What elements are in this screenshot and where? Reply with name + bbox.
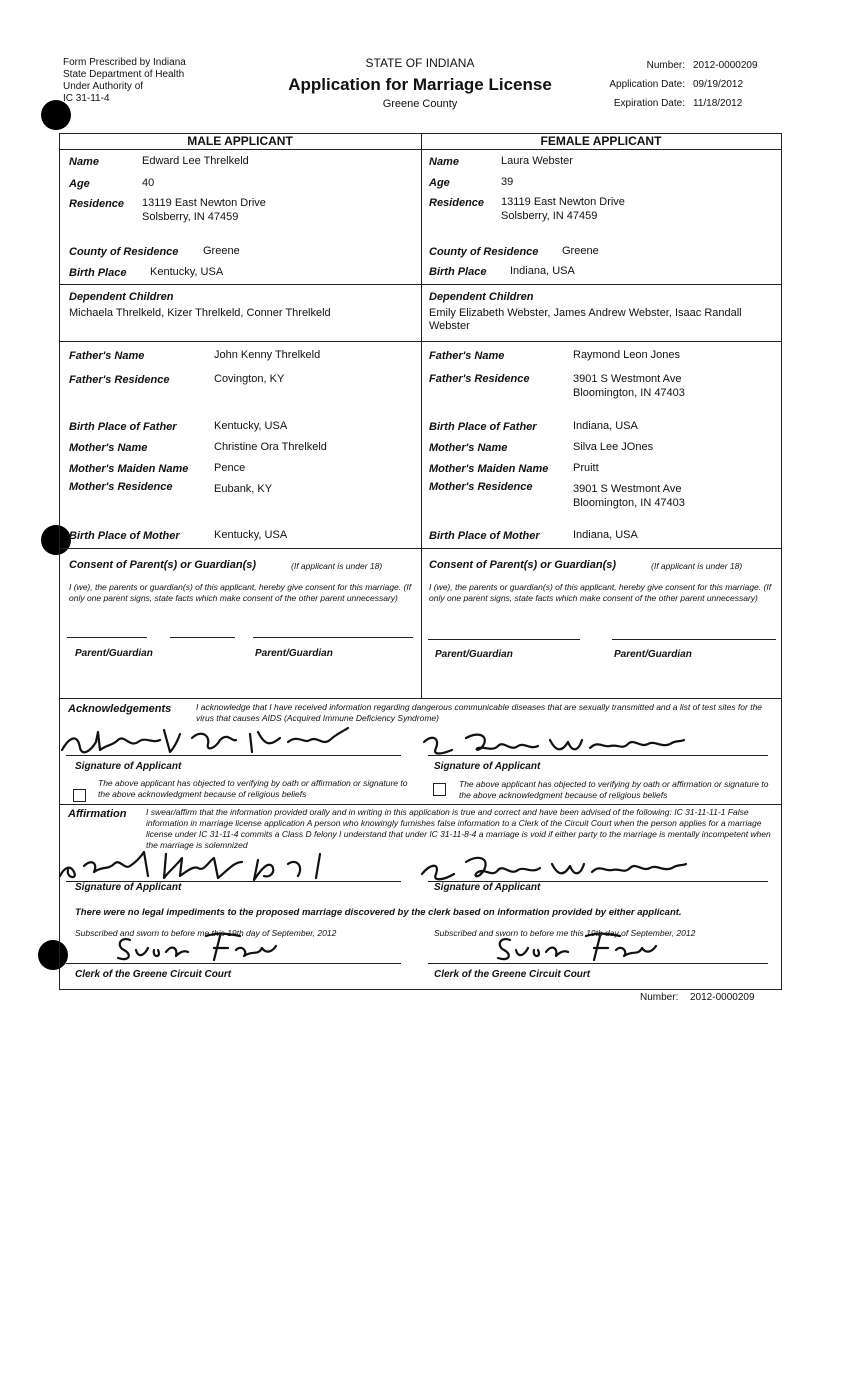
prescribed-line: IC 31-11-4 <box>63 93 110 104</box>
male-parent-guardian-label: Parent/Guardian <box>255 648 333 659</box>
female-mother-name: Silva Lee JOnes <box>573 441 654 453</box>
prescribed-line: State Department of Health <box>63 69 185 80</box>
male-name: Edward Lee Threlkeld <box>142 155 249 167</box>
male-signature-label: Signature of Applicant <box>75 761 182 772</box>
female-birth-father-label: Birth Place of Father <box>429 421 537 433</box>
female-subscribed-text: Subscribed and sworn to before me this 19th day of September, 2012 <box>434 928 696 938</box>
male-consent-note: (If applicant is under 18) <box>291 561 383 571</box>
female-signature-label: Signature of Applicant <box>434 761 541 772</box>
male-residence-line2: Solsberry, IN 47459 <box>142 211 239 223</box>
male-subscribed-text: Subscribed and sworn to before me this 19th day of September, 2012 <box>75 928 337 938</box>
male-consent-heading: Consent of Parent(s) or Guardian(s) <box>69 559 257 571</box>
male-birth-father-label: Birth Place of Father <box>69 421 177 433</box>
female-name: Laura Webster <box>501 155 573 167</box>
female-father-name: Raymond Leon Jones <box>573 349 681 361</box>
female-residence-line2: Solsberry, IN 47459 <box>501 210 598 222</box>
female-birth-mother: Indiana, USA <box>573 529 638 541</box>
prescribed-line: Under Authority of <box>63 81 144 92</box>
parent-signature-line <box>612 639 776 640</box>
male-age-label: Age <box>69 178 90 190</box>
female-birth-mother-label: Birth Place of Mother <box>429 530 540 542</box>
prescribed-by <box>63 57 186 105</box>
male-ack-signature <box>60 722 360 762</box>
male-clerk-line <box>66 963 401 964</box>
prescribed-line: Form Prescribed by Indiana <box>63 57 186 68</box>
column-divider <box>421 133 422 698</box>
divider <box>59 284 781 285</box>
acknowledgements-text: I acknowledge that I have received information regarding dangerous communicable diseases that are sexually transmitted and a list of test sites for the virus that causes AIDS (Acquired Immune Deficiency Syndrome) <box>196 702 763 723</box>
male-birth-father: Kentucky, USA <box>214 420 288 432</box>
male-parent-guardian-label: Parent/Guardian <box>75 648 153 659</box>
female-consent-text: I (we), the parents or guardian(s) of this applicant, hereby give consent for this marriage. (If only one parent signs, state facts which make consent of the other parent unnecessary) <box>429 582 772 603</box>
male-residence-line1: 13119 East Newton Drive <box>142 197 266 209</box>
male-affirmation-signature-label: Signature of Applicant <box>75 882 182 893</box>
male-objection-text: The above applicant has objected to verifying by oath or affirmation or signature to the above acknowledgment because of religious beliefs <box>98 778 408 799</box>
female-age: 39 <box>501 176 514 188</box>
affirmation-text: I swear/affirm that the information provided orally and in writing in this application is true and correct and have been advised of the following: IC 31-11-11-1 False information in marriage license application A person who knowingly furnishes false information to a Clerk of the Circuit Court when the person applies for a marriage license under IC 31-11-4 commits a Class D felony I understand that under IC 31-11-8-4 a marriage is void if either party to the marriage is mentally incompetent when the marriage is solemnized <box>146 807 771 850</box>
female-consent-heading: Consent of Parent(s) or Guardian(s) <box>429 559 617 571</box>
male-dependent-children: Michaela Threlkeld, Kizer Threlkeld, Conner Threlkeld <box>69 307 331 319</box>
parent-signature-line <box>170 637 235 638</box>
page-title: Application for Marriage License <box>288 75 552 94</box>
female-clerk-line <box>428 963 768 964</box>
male-mother-residence-label: Mother's Residence <box>69 481 173 493</box>
female-birth-place-label: Birth Place <box>429 266 487 278</box>
female-name-label: Name <box>429 156 459 168</box>
female-mother-maiden-label: Mother's Maiden Name <box>429 463 549 475</box>
parent-signature-line <box>428 639 580 640</box>
female-mother-name-label: Mother's Name <box>429 442 508 454</box>
female-county: Greene <box>562 245 599 257</box>
male-father-name-label: Father's Name <box>69 350 145 362</box>
female-residence-line1: 13119 East Newton Drive <box>501 196 625 208</box>
county-heading: Greene County <box>382 98 458 110</box>
male-consent-text: I (we), the parents or guardian(s) of this applicant, hereby give consent for this marriage. (If only one parent signs, state facts which make consent of the other parent unnecessary) <box>69 582 412 603</box>
application-date-label: Application Date: <box>609 79 685 90</box>
female-objection-checkbox[interactable] <box>433 783 446 796</box>
male-residence-label: Residence <box>69 198 125 210</box>
female-age-label: Age <box>429 177 450 189</box>
footer-number-value: 2012-0000209 <box>690 992 755 1003</box>
divider <box>59 804 781 805</box>
footer-number-label: Number: <box>640 992 679 1003</box>
female-father-residence-label: Father's Residence <box>429 373 530 385</box>
female-mother-residence-line1: 3901 S Westmont Ave <box>573 483 682 495</box>
male-birth-place-label: Birth Place <box>69 267 127 279</box>
male-birth-place: Kentucky, USA <box>150 266 224 278</box>
female-birth-father: Indiana, USA <box>573 420 638 432</box>
male-mother-name-label: Mother's Name <box>69 442 148 454</box>
affirmation-heading: Affirmation <box>68 808 127 820</box>
male-dependent-label: Dependent Children <box>69 291 174 303</box>
female-consent-note: (If applicant is under 18) <box>651 561 743 571</box>
expiration-date-label: Expiration Date: <box>613 98 685 109</box>
divider <box>59 341 781 342</box>
male-birth-mother: Kentucky, USA <box>214 529 288 541</box>
male-objection-checkbox[interactable] <box>73 789 86 802</box>
number-value: 2012-0000209 <box>693 60 758 71</box>
female-county-label: County of Residence <box>429 246 539 258</box>
male-mother-maiden-label: Mother's Maiden Name <box>69 463 189 475</box>
female-signature-line <box>428 755 768 756</box>
male-name-label: Name <box>69 156 99 168</box>
female-dependent-label: Dependent Children <box>429 291 534 303</box>
female-father-residence-line2: Bloomington, IN 47403 <box>573 387 685 399</box>
female-parent-guardian-label: Parent/Guardian <box>435 649 513 660</box>
application-date-value: 09/19/2012 <box>693 79 744 90</box>
female-residence-label: Residence <box>429 197 485 209</box>
acknowledgements-heading: Acknowledgements <box>68 703 172 715</box>
male-age: 40 <box>142 177 155 189</box>
parent-signature-line <box>67 637 147 638</box>
female-father-name-label: Father's Name <box>429 350 505 362</box>
state-heading: STATE OF INDIANA <box>365 56 475 70</box>
number-label: Number: <box>646 60 685 71</box>
female-mother-residence-line2: Bloomington, IN 47403 <box>573 497 685 509</box>
female-objection-text: The above applicant has objected to verifying by oath or affirmation or signature to the above acknowledgment because of religious beliefs <box>459 779 769 800</box>
male-mother-name: Christine Ora Threlkeld <box>214 441 327 453</box>
male-father-residence-line1: Covington, KY <box>214 373 285 385</box>
female-mother-residence-label: Mother's Residence <box>429 481 533 493</box>
female-mother-maiden: Pruitt <box>573 462 599 474</box>
male-father-name: John Kenny Threlkeld <box>214 349 321 361</box>
divider <box>59 149 781 150</box>
male-birth-mother-label: Birth Place of Mother <box>69 530 180 542</box>
female-clerk-label: Clerk of the Greene Circuit Court <box>434 969 591 980</box>
clerk-signature-left <box>110 930 290 966</box>
female-father-residence-line1: 3901 S Westmont Ave <box>573 373 682 385</box>
female-applicant-heading: FEMALE APPLICANT <box>540 134 662 148</box>
female-parent-guardian-label: Parent/Guardian <box>614 649 692 660</box>
divider <box>59 548 781 549</box>
male-county: Greene <box>203 245 240 257</box>
male-mother-residence-line1: Eubank, KY <box>214 483 273 495</box>
parent-signature-line <box>253 637 413 638</box>
female-dependent-children: Emily Elizabeth Webster, James Andrew Webster, Isaac Randall Webster <box>429 307 742 332</box>
divider <box>59 698 781 699</box>
clerk-signature-right <box>490 930 670 966</box>
male-county-label: County of Residence <box>69 246 179 258</box>
female-birth-place: Indiana, USA <box>510 265 575 277</box>
male-mother-maiden: Pence <box>214 462 246 474</box>
male-clerk-label: Clerk of the Greene Circuit Court <box>75 969 232 980</box>
male-father-residence-label: Father's Residence <box>69 374 170 386</box>
male-signature-line <box>66 755 401 756</box>
impediments-statement: There were no legal impediments to the proposed marriage discovered by the clerk based on information provided by either applicant. <box>75 907 682 918</box>
female-affirmation-signature-label: Signature of Applicant <box>434 882 541 893</box>
male-applicant-heading: MALE APPLICANT <box>187 134 293 148</box>
expiration-date-value: 11/18/2012 <box>693 98 743 109</box>
